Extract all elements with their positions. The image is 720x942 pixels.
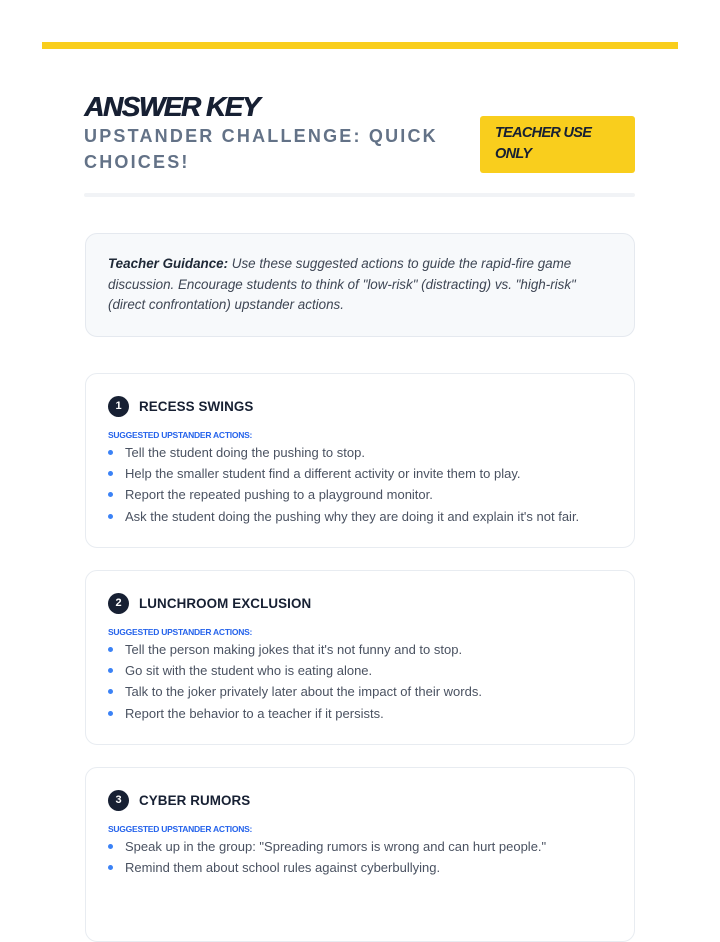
guidance-label: Teacher Guidance:	[108, 256, 229, 271]
page-subtitle: UPSTANDER CHALLENGE: QUICK CHOICES!	[84, 126, 438, 172]
actions-list	[108, 442, 579, 527]
bullet-icon	[108, 450, 113, 455]
bullet-icon	[108, 844, 113, 849]
list-item	[108, 857, 546, 878]
bullet-icon	[108, 514, 113, 519]
scenario-title: LUNCHROOM EXCLUSION	[139, 596, 312, 611]
bullet-icon	[108, 689, 113, 694]
list-item	[108, 463, 579, 484]
bullet-icon	[108, 492, 113, 497]
list-item	[108, 484, 579, 505]
scenario-title: CYBER RUMORS	[139, 793, 251, 808]
top-accent-bar	[42, 42, 678, 49]
scenario-number-badge: 3	[108, 790, 129, 811]
action-text: Tell the student doing the pushing to stop.	[125, 445, 365, 460]
list-item	[108, 703, 482, 724]
scenario-card-lunchroom-exclusion	[85, 570, 635, 745]
action-text: Help the smaller student find a different activity or invite them to play.	[125, 466, 521, 482]
action-text: Report the behavior to a teacher if it persists.	[125, 705, 384, 721]
list-item	[108, 681, 482, 702]
action-text: Ask the student doing the pushing why they are doing it and explain it's not fair.	[125, 508, 580, 524]
bullet-icon	[108, 711, 113, 716]
scenario-card-recess-swings	[85, 373, 635, 548]
scenario-number-badge: 2	[108, 593, 129, 614]
action-text: Tell the person making jokes that it's not funny and to stop.	[125, 642, 463, 657]
bullet-icon	[108, 647, 113, 652]
action-text: Go sit with the student who is eating alone.	[125, 663, 373, 679]
list-item	[108, 660, 482, 681]
scenario-title: RECESS SWINGS	[139, 399, 254, 414]
bullet-icon	[108, 471, 113, 476]
bullet-icon	[108, 865, 113, 870]
action-text: Speak up in the group: "Spreading rumors is wrong and can hurt people."	[125, 839, 547, 854]
header-divider	[84, 193, 635, 197]
action-text: Remind them about school rules against cyberbullying.	[125, 860, 441, 876]
teacher-use-badge: TEACHER USE ONLY	[480, 116, 635, 173]
bullet-icon	[108, 668, 113, 673]
suggested-actions-label: SUGGESTED UPSTANDER ACTIONS:	[108, 824, 253, 834]
teacher-guidance-box	[85, 233, 635, 337]
action-text: Report the repeated pushing to a playground monitor.	[125, 487, 433, 503]
action-text: Talk to the joker privately later about the impact of their words.	[125, 684, 482, 700]
list-item	[108, 836, 546, 857]
suggested-actions-label: SUGGESTED UPSTANDER ACTIONS:	[108, 430, 253, 440]
actions-list	[108, 639, 482, 724]
page-title: ANSWER KEY	[84, 91, 259, 122]
list-item	[108, 639, 482, 660]
list-item	[108, 506, 579, 527]
scenario-number-badge: 1	[108, 396, 129, 417]
list-item	[108, 442, 579, 463]
actions-list	[108, 836, 546, 878]
scenario-card-cyber-rumors	[85, 767, 635, 942]
suggested-actions-label: SUGGESTED UPSTANDER ACTIONS:	[108, 627, 253, 637]
guidance-text: Use these suggested actions to guide the rapid-fire game discussion. Encourage students to think of "low-risk" (distracting) vs. "high-risk" (direct confrontation) upstander actions.	[108, 256, 576, 312]
